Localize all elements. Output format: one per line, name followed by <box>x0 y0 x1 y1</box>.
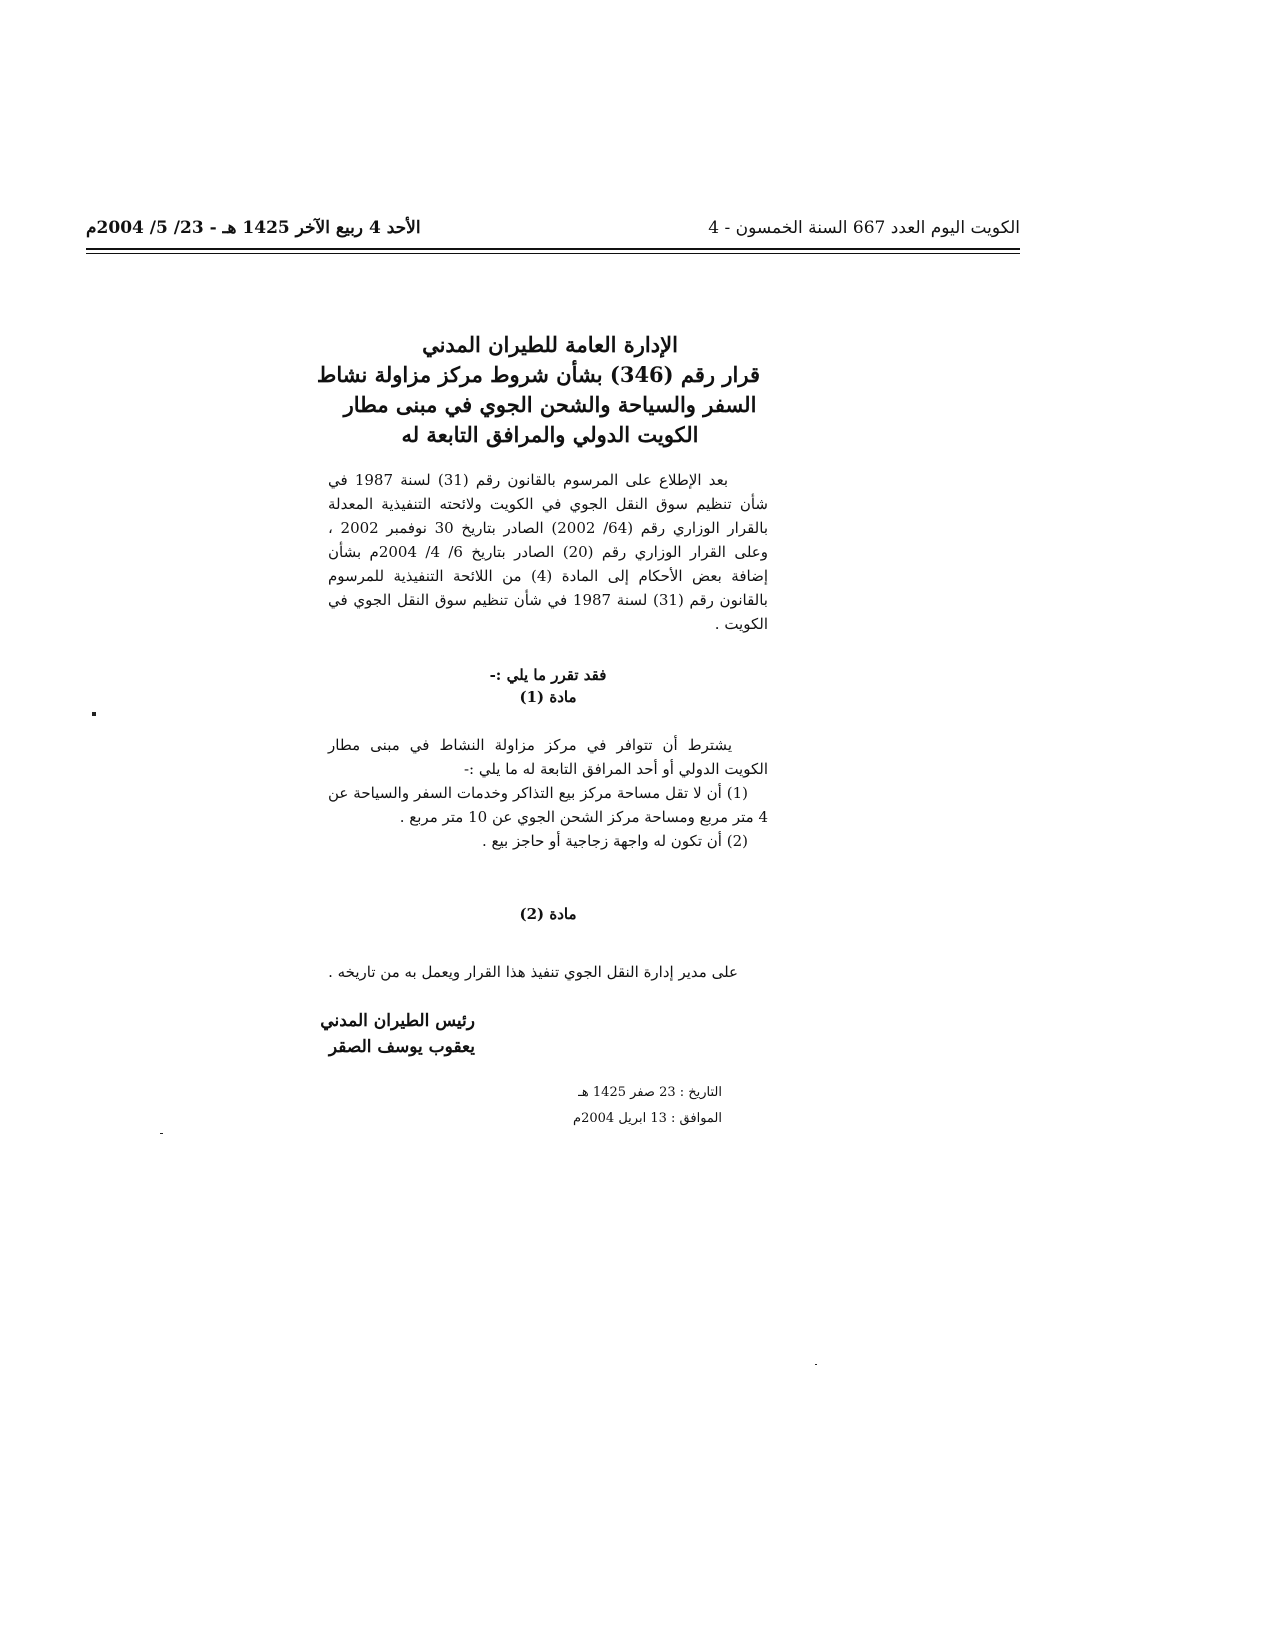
scan-speck <box>160 1133 163 1134</box>
article1-heading: مادة (1) <box>519 688 577 706</box>
preamble-text: بعد الإطلاع على المرسوم بالقانون رقم (31) لسنة 1987 في شأن تنظيم سوق النقل الجوي في الكويت ولائحته التنفيذية المعدلة بالقرار الوزاري رقم (64/ 2002) الصادر بتاريخ 30 نوفمبر 2002 ، وعلى القرار الوزاري رقم (20) الصادر بتاريخ 6/ 4/ 2004م بشأن إضافة بعض الأحكام إلى المادة (4) من اللائحة التنفيذية للمرسوم بالقانون رقم (31) لسنة 1987 في شأن تنظيم سوق النقل الجوي في الكويت . <box>328 471 768 633</box>
article2-heading: مادة (2) <box>519 905 577 923</box>
page-header <box>86 218 1020 248</box>
signatory-name: يعقوب يوسف الصقر <box>328 1037 475 1057</box>
date-block <box>573 1080 722 1132</box>
preamble <box>328 468 768 636</box>
article1-item-1: (1) أن لا تقل مساحة مركز بيع التذاكر وخدمات السفر والسياحة عن 4 متر مربع ومساحة مركز الشحن الجوي عن 10 متر مربع . <box>328 784 768 826</box>
scan-speck <box>815 1364 817 1365</box>
decision-title <box>316 330 760 450</box>
header-rule-thick <box>86 248 1020 250</box>
article1-body <box>328 733 768 853</box>
date-gregorian: الموافق : 13 ابريل 2004م <box>573 1111 722 1126</box>
signature-block <box>320 1008 475 1060</box>
title-line-3: السفر والسياحة والشحن الجوي في مبنى مطار <box>343 392 757 417</box>
article1-item-2: (2) أن تكون له واجهة زجاجية أو حاجز بيع . <box>481 832 748 850</box>
article2-text: على مدير إدارة النقل الجوي تنفيذ هذا القرار ويعمل به من تاريخه . <box>328 963 738 981</box>
scan-speck <box>92 712 96 716</box>
date-hijri: التاريخ : 23 صفر 1425 هـ <box>578 1085 722 1100</box>
decision-intro-text: فقد تقرر ما يلي :- <box>489 666 607 684</box>
article1-text: يشترط أن تتوافر في مركز مزاولة النشاط في مبنى مطار الكويت الدولي أو أحد المرافق التابعة له ما يلي :- <box>328 736 768 778</box>
header-issue-info: الكويت اليوم العدد 667 السنة الخمسون - 4 <box>708 218 1020 238</box>
title-line-4: الكويت الدولي والمرافق التابعة له <box>401 422 699 447</box>
header-date: الأحد 4 ربيع الآخر 1425 هـ - 23/ 5/ 2004م <box>86 218 421 238</box>
decision-intro <box>328 664 768 708</box>
signatory-title: رئيس الطيران المدني <box>320 1011 475 1031</box>
header-rule-thin <box>86 253 1020 254</box>
article2-body <box>328 960 768 984</box>
title-line-authority: الإدارة العامة للطيران المدني <box>422 332 678 357</box>
title-line-2: قرار رقم (346) بشأن شروط مركز مزاولة نشاط <box>316 362 760 387</box>
